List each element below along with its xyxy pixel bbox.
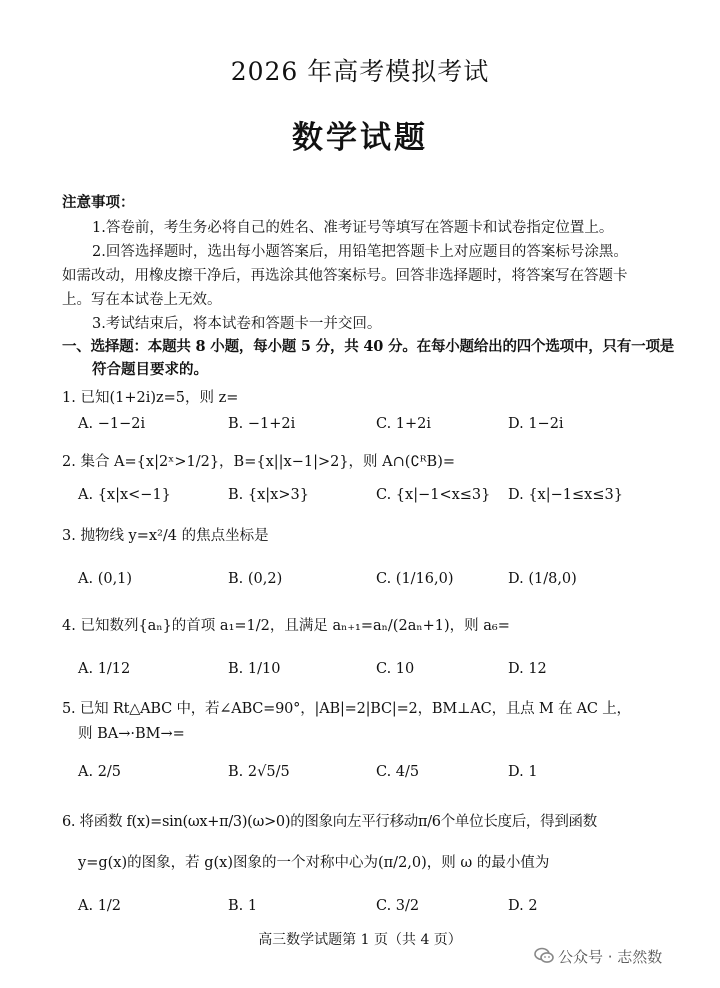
- notice-line: 1.答卷前，考生务必将自己的姓名、准考证号等填写在答题卡和试卷指定位置上。: [92, 220, 614, 236]
- option-d: D. 2: [508, 898, 538, 914]
- option-b: B. 1/10: [228, 661, 281, 677]
- option-a: A. 2/5: [78, 764, 122, 780]
- option-a: A. −1−2i: [78, 416, 146, 432]
- notice-line: 如需改动，用橡皮擦干净后，再选涂其他答案标号。回答非选择题时，将答案写在答题卡: [62, 268, 628, 284]
- option-a: A. 1/2: [78, 898, 122, 914]
- notice-line: 上。写在本试卷上无效。: [62, 292, 222, 308]
- question-stem: 2. 集合 A={x|2ˣ>1/2}，B={x||x−1|>2}，则 A∩(∁ᴿB)=: [62, 454, 456, 470]
- option-b: B. {x|x>3}: [228, 487, 309, 503]
- option-a: A. (0,1): [78, 571, 133, 587]
- notice-line: 2.回答选择题时，选出每小题答案后，用铅笔把答题卡上对应题目的答案标号涂黑。: [92, 244, 628, 260]
- question-stem: 3. 抛物线 y=x²/4 的焦点坐标是: [62, 528, 269, 544]
- option-b: B. (0,2): [228, 571, 283, 587]
- option-c: C. (1/16,0): [376, 571, 454, 587]
- option-d: D. 12: [508, 661, 547, 677]
- option-d: D. {x|−1≤x≤3}: [508, 487, 623, 503]
- option-a: A. 1/12: [78, 661, 131, 677]
- watermark: [534, 946, 662, 968]
- section-heading: 一、选择题：本题共 8 小题，每小题 5 分，共 40 分。在每小题给出的四个选项中，只有一项是: [62, 338, 675, 355]
- option-b: B. −1+2i: [228, 416, 296, 432]
- option-c: C. 4/5: [376, 764, 420, 780]
- option-a: A. {x|x<−1}: [78, 487, 171, 503]
- option-d: D. (1/8,0): [508, 571, 577, 587]
- notice-heading: 注意事项：: [62, 194, 135, 211]
- option-b: B. 2√5/5: [228, 764, 290, 780]
- notice-line: 3.考试结束后，将本试卷和答题卡一并交回。: [92, 316, 382, 332]
- question-stem: 5. 已知 Rt△ABC 中，若∠ABC=90°，|AB|=2|BC|=2，BM⊥AC，且点 M 在 AC 上，: [62, 701, 631, 717]
- exam-title: 2026 年高考模拟考试: [230, 57, 490, 86]
- question-stem: 6. 将函数 f(x)=sin(ωx+π/3)(ω>0)的图象向左平行移动π/6个单位长度后，得到函数: [62, 814, 597, 830]
- option-d: D. 1: [508, 764, 538, 780]
- option-b: B. 1: [228, 898, 258, 914]
- option-c: C. 1+2i: [376, 416, 432, 432]
- question-stem-cont: y=g(x)的图象，若 g(x)图象的一个对称中心为(π/2,0)，则 ω 的最小值为: [78, 855, 550, 871]
- section-heading-cont: 符合题目要求的。: [92, 361, 208, 378]
- watermark-text: 公众号 · 志然数: [558, 948, 663, 966]
- page-footer: 高三数学试题第 1 页（共 4 页）: [258, 932, 462, 948]
- question-stem-cont: 则 BA→·BM→=: [78, 726, 185, 742]
- option-c: C. {x|−1<x≤3}: [376, 487, 491, 503]
- option-d: D. 1−2i: [508, 416, 564, 432]
- option-c: C. 3/2: [376, 898, 420, 914]
- wechat-icon: [534, 947, 554, 968]
- question-stem: 4. 已知数列{aₙ}的首项 a₁=1/2，且满足 aₙ₊₁=aₙ/(2aₙ+1)，则 a₆=: [62, 618, 510, 634]
- question-stem: 1. 已知(1+2i)z=5，则 z=: [62, 390, 239, 406]
- subject-title: 数学试题: [292, 120, 428, 156]
- option-c: C. 10: [376, 661, 415, 677]
